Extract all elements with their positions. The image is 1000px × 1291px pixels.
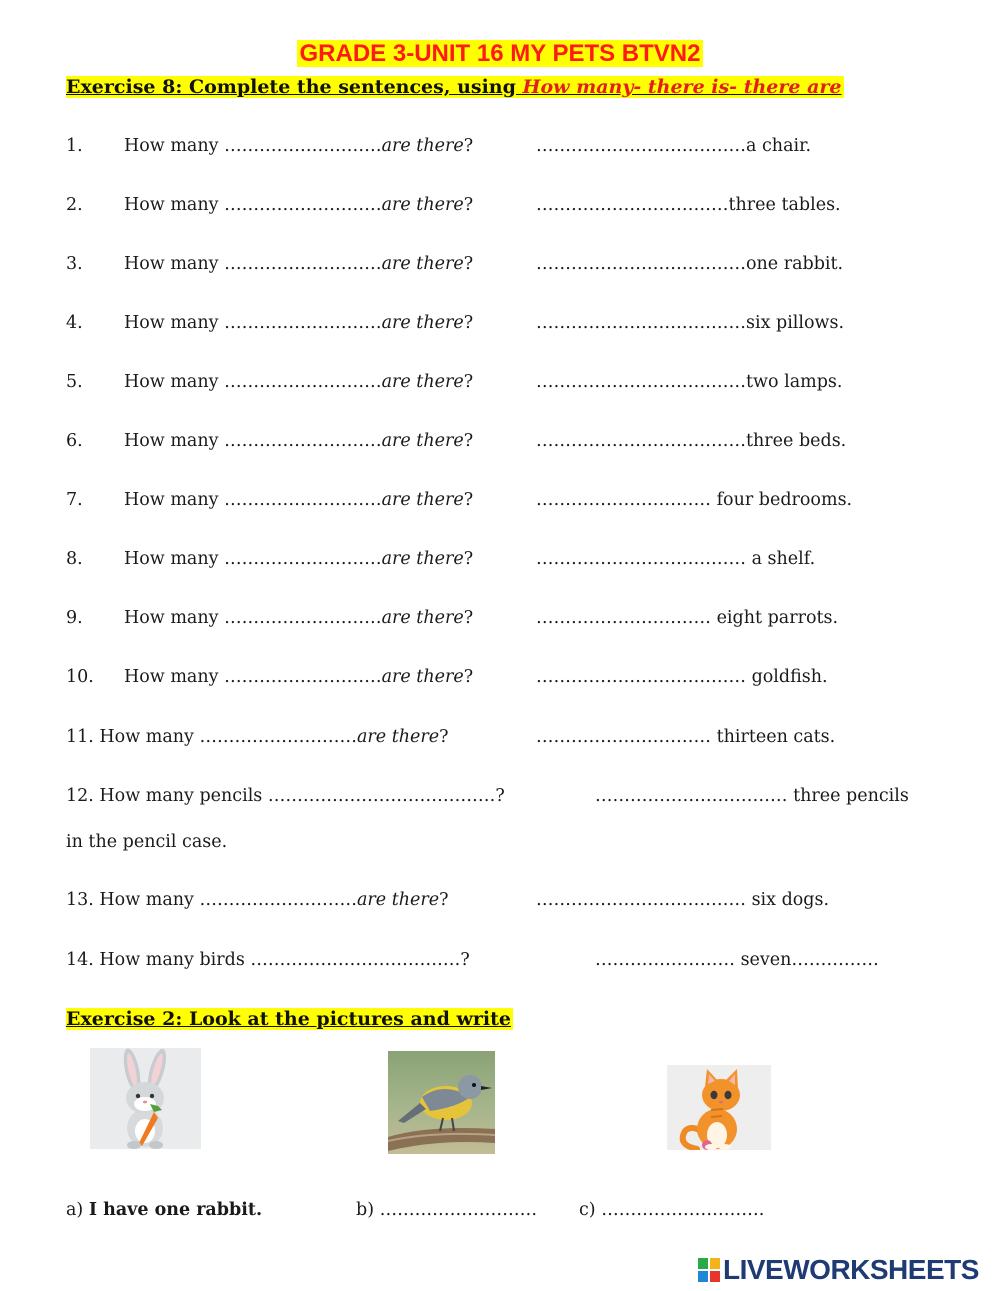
rabbit-image — [90, 1048, 201, 1149]
exercise-item-12-continuation — [66, 832, 227, 852]
exercise-8-heading-highlight: How many- there is- there are — [522, 76, 842, 98]
exercise-item-1 — [66, 136, 812, 156]
question-italic: are there — [356, 727, 440, 747]
question-end: ? — [439, 890, 449, 910]
item-number: 1. — [66, 136, 83, 156]
worksheet-title — [0, 40, 1000, 68]
question-start[interactable]: How many ……………………… — [124, 254, 382, 274]
answer-line[interactable]: ………………………………two lamps. — [536, 372, 843, 392]
exercise-8-heading — [66, 76, 844, 98]
answer-line[interactable]: …………………………… three pencils — [595, 786, 909, 806]
question-italic: are there — [381, 667, 464, 687]
question-italic: are there — [381, 136, 464, 156]
item-number: 7. — [66, 490, 83, 510]
item-number: 2. — [66, 195, 83, 215]
question-italic: are there — [381, 254, 464, 274]
question-start[interactable]: How many ……………………… — [124, 313, 382, 333]
answer-b-label: b) — [356, 1200, 375, 1220]
item-number: 6. — [66, 431, 83, 451]
question-italic: are there — [381, 549, 464, 569]
question-end: ? — [463, 136, 474, 156]
question-italic: are there — [381, 372, 464, 392]
question-end: ? — [463, 490, 474, 510]
question-start[interactable]: How many ……………………… — [124, 549, 382, 569]
question-end: ? — [463, 372, 474, 392]
question-start[interactable]: How many ……………………… — [124, 136, 382, 156]
exercise-item-11 — [66, 727, 836, 747]
question-start[interactable]: How many ……………………… — [124, 608, 382, 628]
item-number: 4. — [66, 313, 83, 333]
question-end: ? — [463, 195, 474, 215]
answer-line[interactable]: ………………………………three beds. — [536, 431, 847, 451]
exercise-item-9 — [66, 608, 839, 628]
answer-c — [579, 1200, 764, 1220]
question-end: ? — [463, 549, 474, 569]
question-end: ? — [463, 431, 474, 451]
question-italic: are there — [381, 608, 464, 628]
question-start[interactable]: 13. How many ……………………… — [66, 890, 357, 910]
answer-line[interactable]: ……………………………… a shelf. — [536, 549, 816, 569]
answer-line[interactable]: …………………… seven…………… — [595, 950, 879, 970]
question-text[interactable]: 14. How many birds ………………………………? — [66, 950, 470, 970]
item-number: 9. — [66, 608, 83, 628]
question-start[interactable]: How many ……………………… — [124, 490, 382, 510]
item-number: 10. — [66, 667, 94, 687]
answer-c-field[interactable]: ………………………. — [601, 1200, 765, 1220]
bird-image — [388, 1051, 495, 1154]
question-italic: are there — [381, 313, 464, 333]
answer-line[interactable]: ………………………………six pillows. — [536, 313, 845, 333]
liveworksheets-logo-text: LIVEWORKSHEETS — [723, 1254, 979, 1285]
question-start[interactable]: How many ……………………… — [124, 431, 382, 451]
answer-a — [66, 1200, 262, 1220]
exercise-item-6 — [66, 431, 847, 451]
answer-b-field[interactable]: ……………………… — [379, 1200, 538, 1220]
answer-line[interactable]: ………………………… eight parrots. — [536, 608, 839, 628]
exercise-item-8 — [66, 549, 816, 569]
exercise-item-5 — [66, 372, 843, 392]
exercise-item-7 — [66, 490, 853, 510]
question-italic: are there — [381, 195, 464, 215]
liveworksheets-logo — [698, 1254, 979, 1286]
answer-line[interactable]: ………………………………a chair. — [536, 136, 812, 156]
question-start[interactable]: How many ……………………… — [124, 372, 382, 392]
exercise-item-12 — [66, 786, 909, 806]
answer-line[interactable]: ……………………………… six dogs. — [536, 890, 830, 910]
answer-a-label: a) — [66, 1200, 84, 1220]
exercise-item-3 — [66, 254, 844, 274]
question-text[interactable]: 12. How many pencils …………………………………? — [66, 786, 505, 806]
item-number: 3. — [66, 254, 83, 274]
exercise-item-10 — [66, 667, 828, 687]
continuation-text: in the pencil case. — [66, 832, 228, 852]
exercise-8-heading-prefix: Exercise 8: Complete the sentences, using — [66, 76, 523, 98]
answer-a-text: I have one rabbit. — [88, 1200, 263, 1220]
item-number: 5. — [66, 372, 83, 392]
exercise-item-14 — [66, 950, 879, 970]
answer-line[interactable]: ………………………… four bedrooms. — [536, 490, 853, 510]
question-italic: are there — [356, 890, 440, 910]
liveworksheets-mark-icon — [698, 1258, 720, 1282]
question-end: ? — [463, 254, 474, 274]
question-start[interactable]: How many ……………………… — [124, 667, 382, 687]
exercise-item-13 — [66, 890, 830, 910]
answer-c-label: c) — [579, 1200, 596, 1220]
item-number: 8. — [66, 549, 83, 569]
exercise-item-2 — [66, 195, 841, 215]
question-end: ? — [439, 727, 449, 747]
answer-b — [356, 1200, 537, 1220]
question-start[interactable]: How many ……………………… — [124, 195, 382, 215]
question-italic: are there — [381, 431, 464, 451]
exercise-item-4 — [66, 313, 845, 333]
question-start[interactable]: 11. How many ……………………… — [66, 727, 357, 747]
exercise-2-heading: Exercise 2: Look at the pictures and write — [66, 1008, 511, 1030]
question-end: ? — [463, 608, 474, 628]
answer-line[interactable]: ………………………… thirteen cats. — [536, 727, 836, 747]
question-end: ? — [463, 313, 474, 333]
worksheet-title-text: GRADE 3-UNIT 16 MY PETS BTVN2 — [297, 40, 704, 67]
answer-line[interactable]: ……………………………three tables. — [536, 195, 841, 215]
cat-image — [667, 1065, 771, 1150]
question-end: ? — [463, 667, 474, 687]
answer-line[interactable]: ………………………………one rabbit. — [536, 254, 844, 274]
answer-line[interactable]: ……………………………… goldfish. — [536, 667, 828, 687]
question-italic: are there — [381, 490, 464, 510]
